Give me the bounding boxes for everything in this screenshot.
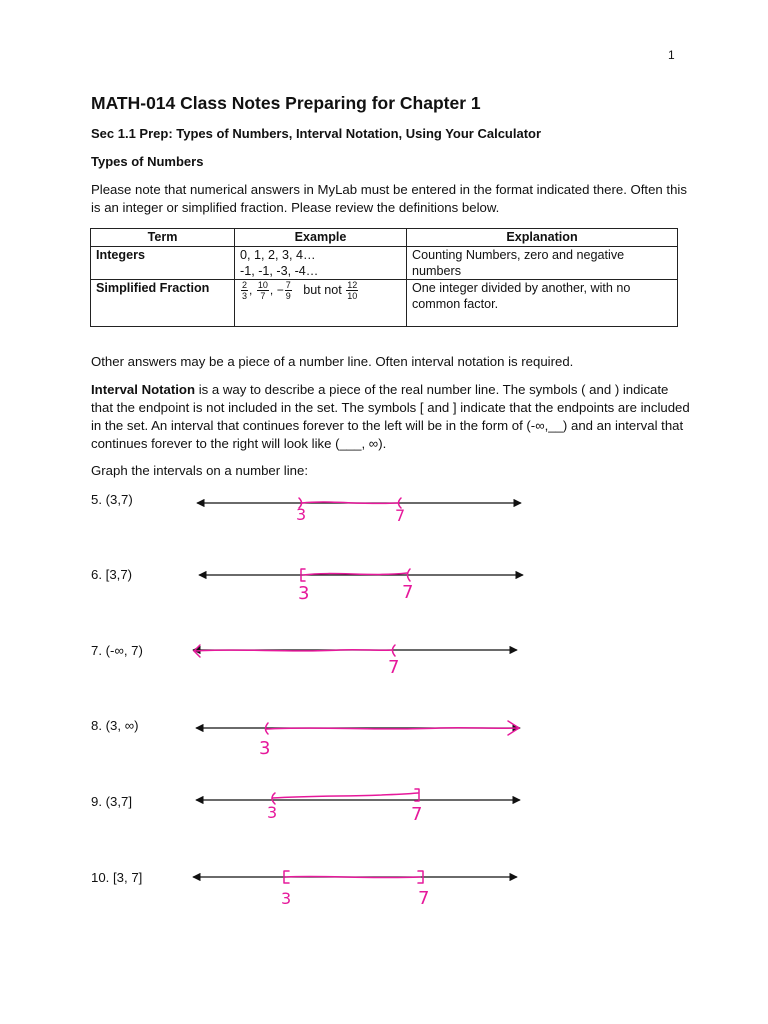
problem-9-label: 9. (3,7]: [91, 794, 133, 809]
header-example: Example: [235, 229, 407, 247]
explanation-integers: Counting Numbers, zero and negative numbers: [407, 247, 678, 280]
mark-3-line-9: 3: [267, 803, 278, 822]
page-number: 1: [668, 48, 675, 62]
section-heading: Sec 1.1 Prep: Types of Numbers, Interval Notation, Using Your Calculator: [91, 126, 542, 141]
fraction-12-10: $\frac{12}{10}$: [347, 280, 358, 301]
intro-paragraph: Please note that numerical answers in MyLab must be entered in the format indicated there. Often this is an integer or simplified fraction. Please review the definitions below.: [91, 182, 687, 215]
mark-3-line-10: 3: [281, 889, 292, 908]
number-line-6: [199, 569, 523, 604]
number-line-paragraph: Other answers may be a piece of a number line. Often interval notation is required.: [91, 354, 574, 369]
interval-notation-text: is a way to describe a piece of the real number line. The symbols ( and ) indicate that the endpoint is not included in the set. The symbols [ and ] indicate that the endpoints are included in the set. An interval that continues forever to the left will be in the form of (-∞,__) and an interval that continues forever to the right will look like (___, ∞).: [91, 382, 690, 451]
interval-notation-term: Interval Notation: [91, 382, 196, 397]
example-integers-line2: -1, -1, -3, -4…: [240, 264, 319, 278]
types-heading: Types of Numbers: [91, 154, 204, 169]
problem-7-label: 7. (-∞, 7): [91, 643, 143, 658]
number-line-9: [196, 789, 520, 825]
problem-8-label: 8. (3, ∞): [91, 718, 139, 733]
example-fraction: $\frac{2}{3}$ , $\frac{10}{7}$ , − $\frac{7}{9}$ but not $\frac{12}{10}$: [235, 280, 407, 327]
term-integers: Integers: [91, 247, 235, 280]
problem-10-label: 10. [3, 7]: [91, 870, 143, 885]
number-line-10: [193, 871, 517, 909]
graph-prompt: Graph the intervals on a number line:: [91, 463, 308, 478]
interval-shade-9: [272, 793, 418, 798]
fraction-10-7: $\frac{10}{7}$: [257, 280, 268, 301]
example-integers-line1: 0, 1, 2, 3, 4…: [240, 248, 316, 262]
mark-7-line-7: 7: [388, 657, 400, 678]
but-not-text: but not: [303, 282, 342, 297]
fraction-7-9: $\frac{7}{9}$: [285, 280, 291, 301]
header-explanation: Explanation: [407, 229, 678, 247]
mark-7-line-9: 7: [411, 804, 423, 825]
mark-7-line-5: 7: [395, 506, 406, 525]
term-fraction: Simplified Fraction: [91, 280, 235, 327]
mark-3-line-5: 3: [296, 505, 307, 524]
problem-5-label: 5. (3,7): [91, 492, 133, 507]
mark-3-line-6: 3: [298, 583, 310, 604]
mark-7-line-10: 7: [418, 888, 430, 909]
number-line-7: [193, 645, 517, 678]
fraction-2-3: $\frac{2}{3}$: [242, 280, 248, 301]
header-term: Term: [91, 229, 235, 247]
problem-6-label: 6. [3,7): [91, 567, 133, 582]
explanation-fraction: One integer divided by another, with no common factor.: [407, 280, 678, 327]
mark-3-line-8: 3: [259, 738, 271, 759]
number-line-8: [196, 721, 520, 759]
mark-7-line-6: 7: [402, 582, 414, 603]
page-title: MATH-014 Class Notes Preparing for Chapter 1: [91, 93, 481, 113]
minus-sign: −: [276, 282, 284, 297]
number-line-5: [197, 498, 521, 525]
